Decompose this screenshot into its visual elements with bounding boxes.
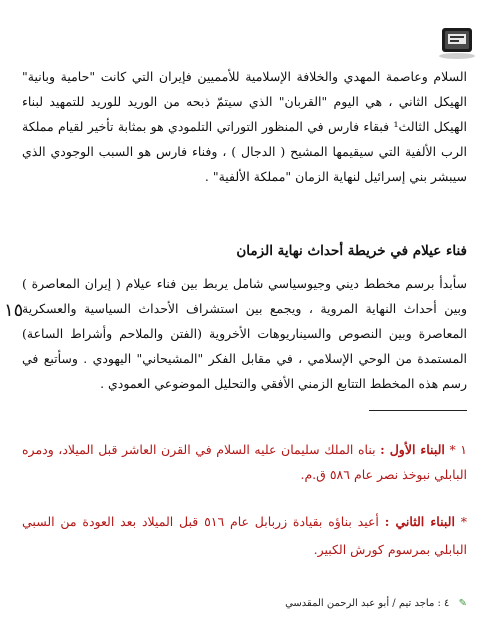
- body-paragraph-2: سأبدأ برسم مخطط ديني وجيوسياسي شامل يربط بين فناء عيلام ( إيران المعاصرة ) وبين أحداث النهاية المروية ، ويجمع بين استشراف الأحداث السياسية والعسكرية المعاصرة وبين النصوص والسيناريوهات الأخروية (الفتن والملاحم وأشراط الساعة) المستمدة من الوحي الإسلامي ، في مقابل الفكر "المشيحاني" اليهودي . وسأتبع في رسم هذه المخطط التتابع الزمني الأفقي والتحليل الموضوعي العمودي .: [22, 276, 467, 391]
- footnote-2-marker: *: [460, 514, 467, 529]
- footnote-2-label: البناء الثاني :: [384, 514, 455, 529]
- footnote-1: [22, 437, 467, 487]
- footnote-2-text: أعيد بناؤه بقيادة زربابل عام ٥١٦ قبل الميلاد بعد العودة من السبي البابلي بمرسوم كورش الكبير.: [22, 514, 467, 557]
- footnote-1-label: البناء الأول :: [380, 442, 445, 457]
- footnote-2: [22, 508, 467, 564]
- footnote-1-marker: ١ *: [449, 442, 467, 457]
- page-number: ١٥: [4, 300, 24, 321]
- footnote-divider: [369, 410, 467, 411]
- footnote-1-text: بناه الملك سليمان عليه السلام في القرن العاشر قبل الميلاد، ودمره البابلي نبوخذ نصر عام ٥٨٦ ق.م.: [22, 442, 467, 482]
- page-footer: [22, 598, 467, 609]
- pen-icon: ✎: [458, 598, 467, 609]
- footer-author: ٤ : ماجد تيم / أبو عبد الرحمن المقدسي: [285, 598, 450, 609]
- body-paragraph-1: السلام وعاصمة المهدي والخلافة الإسلامية للأمميين فإيران التي كانت "حامية وبانية" الهيكل الثاني ، هي اليوم "القربان" الذي سيتمّ ذبحه من الوريد للوريد للتمهيد لبناء الهيكل الثالث¹ فبقاء فارس في المنظور التوراتي التلمودي هو بمثابة تأخير لقيام مملكة الرب الألفية التي سيقيمها المشيح ( الدجال ) ، وفناء فارس هو السبب الوجودي الذي سيبشر بني إسرائيل لنهاية الزمان "مملكة الألفية" .: [22, 69, 467, 184]
- section-heading: فناء عيلام في خريطة أحداث نهاية الزمان: [236, 243, 467, 259]
- tv-monitor-logo-icon: [437, 24, 477, 60]
